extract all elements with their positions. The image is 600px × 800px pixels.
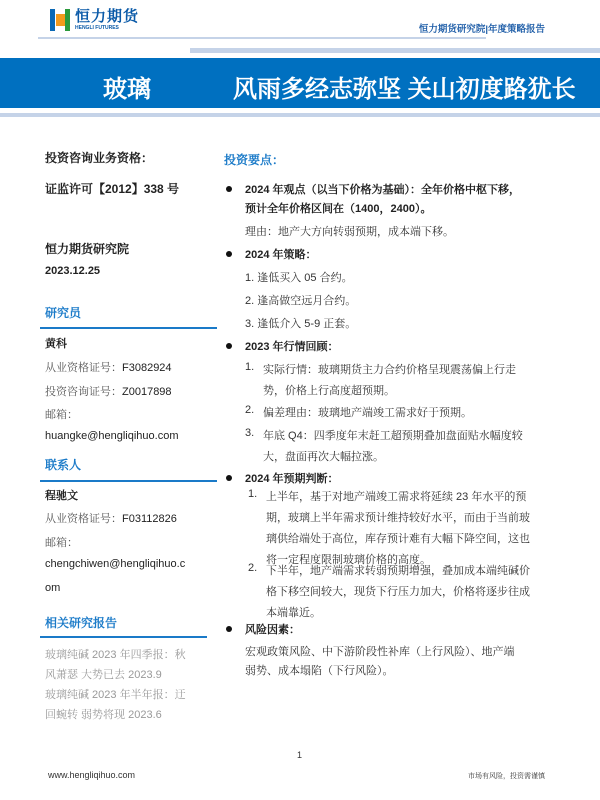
- outlook-item-text: 上半年，基于对地产端竣工需求将延续 23 年水平的预: [266, 491, 527, 503]
- outlook-title: 2024 年预期判断：: [245, 473, 339, 485]
- license-label: 从业资格证号：: [45, 362, 122, 374]
- related-report-2[interactable]: 玻璃纯碱 2023 年半年报：迂: [45, 689, 186, 701]
- researcher-consult: [45, 383, 172, 399]
- researcher-name: 黄科: [45, 338, 67, 350]
- report-date: 2023.12.25: [45, 265, 101, 277]
- key-points-heading: 投资要点：: [224, 153, 285, 167]
- related-reports-heading: 相关研究报告: [45, 616, 118, 630]
- related-report-2-cont[interactable]: 回蜿转 弱势将现 2023.6: [45, 709, 162, 721]
- researcher-license: [45, 359, 172, 375]
- related-divider: [40, 636, 207, 638]
- review-item-text: 势，价格上行高度超预期。: [263, 385, 395, 397]
- researcher-divider: [40, 327, 217, 329]
- qualification-label: 投资咨询业务资格：: [45, 151, 154, 165]
- outlook-item-text: 期，玻璃上半年需求预计维持较好水平，而由于当前玻: [266, 512, 530, 524]
- logo-english: HENGLI FUTURES: [75, 25, 119, 31]
- outlook-item-text: 格下移空间较大，现货下行压力加大，价格将逐步往成: [266, 586, 530, 598]
- review-item-text: 年底 Q4：四季度年末赶工超预期叠加盘面贴水幅度较: [263, 430, 523, 442]
- footer-website[interactable]: www.hengliqihuo.com: [48, 770, 136, 780]
- report-headline: 风雨多经志弥坚 关山初度路犹长: [233, 76, 576, 103]
- license-label: 从业资格证号：: [45, 513, 122, 525]
- strategy-item: 1. 逢低买入 05 合约。: [245, 272, 353, 284]
- review-title: 2023 年行情回顾：: [245, 341, 339, 353]
- researcher-email-label: 邮箱：: [45, 409, 78, 421]
- researcher-email[interactable]: huangke@hengliqihuo.com: [45, 430, 179, 442]
- consult-label: 投资咨询证号：: [45, 386, 122, 398]
- outlook-item-num: 1.: [248, 488, 258, 500]
- header-report-type: 恒力期货研究院|年度策略报告: [418, 24, 545, 35]
- bullet-icon: [226, 475, 232, 481]
- review-item-num: 2.: [245, 404, 255, 416]
- license-number: F03112826: [122, 513, 177, 525]
- strategy-title: 2024 年策略：: [245, 249, 317, 261]
- commodity-title: 玻璃: [103, 76, 151, 103]
- risk-text: 宏观政策风险、中下游阶段性补库（上行风险）、地产端: [245, 646, 515, 658]
- contact-email-label: 邮箱：: [45, 537, 78, 549]
- review-item-text: 大，盘面再次大幅拉涨。: [263, 451, 384, 463]
- bullet-icon: [226, 343, 232, 349]
- view-reason: 理由：地产大方向转弱预期，成本端下移。: [245, 226, 454, 238]
- researcher-heading: 研究员: [45, 306, 82, 320]
- bullet-icon: [226, 251, 232, 257]
- logo-name: 恒力期货: [75, 8, 140, 25]
- view-line-2: 预计全年价格区间在（1400，2400）。: [245, 203, 432, 215]
- consult-number: Z0017898: [122, 386, 172, 398]
- contact-email-cont[interactable]: om: [45, 582, 61, 594]
- decor-bar-bottom: [0, 113, 600, 117]
- page-number: 1: [297, 750, 303, 760]
- review-item-num: 1.: [245, 361, 255, 373]
- outlook-item-text: 将一定程度限制玻璃价格的高度。: [266, 554, 431, 566]
- bullet-icon: [226, 186, 232, 192]
- qualification-value: 证监许可【2012】338 号: [45, 182, 180, 196]
- outlook-item-num: 2.: [248, 562, 258, 574]
- contact-email[interactable]: chengchiwen@hengliqihuo.c: [45, 558, 186, 570]
- risk-title: 风险因素：: [245, 624, 300, 636]
- outlook-item-text: 本端靠近。: [266, 607, 321, 619]
- view-line-1: 2024 年观点（以当下价格为基础）：全年价格中枢下移，: [245, 184, 521, 196]
- risk-text: 弱势、成本塌陷（下行风险）。: [245, 665, 394, 677]
- contact-divider: [40, 480, 217, 482]
- decor-bar-top: [190, 48, 600, 53]
- related-report-1-cont[interactable]: 风萧瑟 大势已去 2023.9: [45, 669, 162, 681]
- related-report-1[interactable]: 玻璃纯碱 2023 年四季报：秋: [45, 649, 186, 661]
- outlook-item-text: 下半年，地产端需求转弱预期增强，叠加成本端纯碱价: [266, 565, 530, 577]
- strategy-item: 2. 逢高做空远月合约。: [245, 295, 357, 307]
- outlook-item-text: 璃供给端处于高位，库存预计难有大幅下降空间，这也: [266, 533, 530, 545]
- review-item-text: 偏差理由：玻璃地产端竣工需求好于预期。: [263, 407, 472, 419]
- review-item-text: 实际行情：玻璃期货主力合约价格呈现震荡偏上行走: [263, 364, 516, 376]
- license-number: F3082924: [122, 362, 172, 374]
- footer-disclaimer: 市场有风险，投资需谨慎: [468, 773, 545, 780]
- contact-license: [45, 510, 177, 526]
- strategy-item: 3. 逢低介入 5-9 正套。: [245, 318, 357, 330]
- review-item-num: 3.: [245, 427, 255, 439]
- contact-heading: 联系人: [45, 458, 82, 472]
- institute-name: 恒力期货研究院: [45, 242, 130, 256]
- contact-name: 程驰文: [45, 490, 78, 502]
- company-logo: [50, 9, 139, 31]
- header-divider: [38, 37, 486, 39]
- logo-mark-icon: [50, 9, 70, 31]
- bullet-icon: [226, 626, 232, 632]
